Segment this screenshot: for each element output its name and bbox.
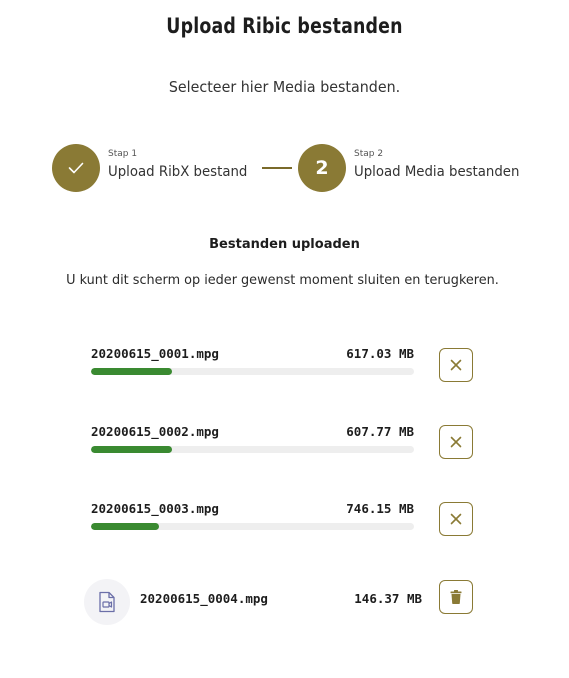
file-size: 617.03 MB [346, 346, 414, 361]
upload-progress-bar [91, 368, 414, 375]
file-name: 20200615_0001.mpg [91, 346, 219, 361]
cancel-upload-button[interactable] [439, 502, 473, 536]
check-icon [68, 162, 84, 174]
page-title: Upload Ribic bestanden [166, 14, 403, 38]
close-icon [450, 513, 462, 525]
section-title: Bestanden uploaden [209, 237, 360, 252]
file-name: 20200615_0003.mpg [91, 501, 219, 516]
video-file-glyph [98, 591, 116, 613]
step-1-number-label: Stap 1 [108, 149, 138, 159]
step-1-label: Upload RibX bestand [108, 164, 248, 180]
file-size: 146.37 MB [354, 591, 422, 606]
delete-file-button[interactable] [439, 580, 473, 614]
file-row [0, 424, 569, 474]
upload-progress-bar [91, 523, 414, 530]
file-size: 607.77 MB [346, 424, 414, 439]
step-1 [108, 149, 255, 180]
file-name: 20200615_0004.mpg [140, 591, 268, 606]
page-subtitle: Selecteer hier Media bestanden. [168, 78, 401, 96]
upload-progress-fill [91, 446, 172, 453]
step-2-indicator [298, 144, 346, 192]
step-2-number: 2 [315, 157, 329, 179]
video-file-icon [84, 579, 130, 625]
upload-progress-fill [91, 523, 159, 530]
close-icon [450, 436, 462, 448]
cancel-upload-button[interactable] [439, 425, 473, 459]
step-connector [262, 167, 292, 169]
file-size: 746.15 MB [346, 501, 414, 516]
file-row [0, 346, 569, 396]
trash-icon [450, 590, 462, 604]
file-row [0, 501, 569, 551]
section-description: U kunt dit scherm op ieder gewenst moment sluiten en terugkeren. [66, 272, 499, 288]
step-2-number-label: Stap 2 [354, 149, 384, 159]
upload-progress-fill [91, 368, 172, 375]
stepper [52, 144, 532, 192]
upload-progress-bar [91, 446, 414, 453]
close-icon [450, 359, 462, 371]
step-2-label: Upload Media bestanden [354, 164, 520, 180]
step-2 [354, 149, 528, 180]
step-1-indicator [52, 144, 100, 192]
cancel-upload-button[interactable] [439, 348, 473, 382]
file-row [0, 591, 569, 641]
file-name: 20200615_0002.mpg [91, 424, 219, 439]
